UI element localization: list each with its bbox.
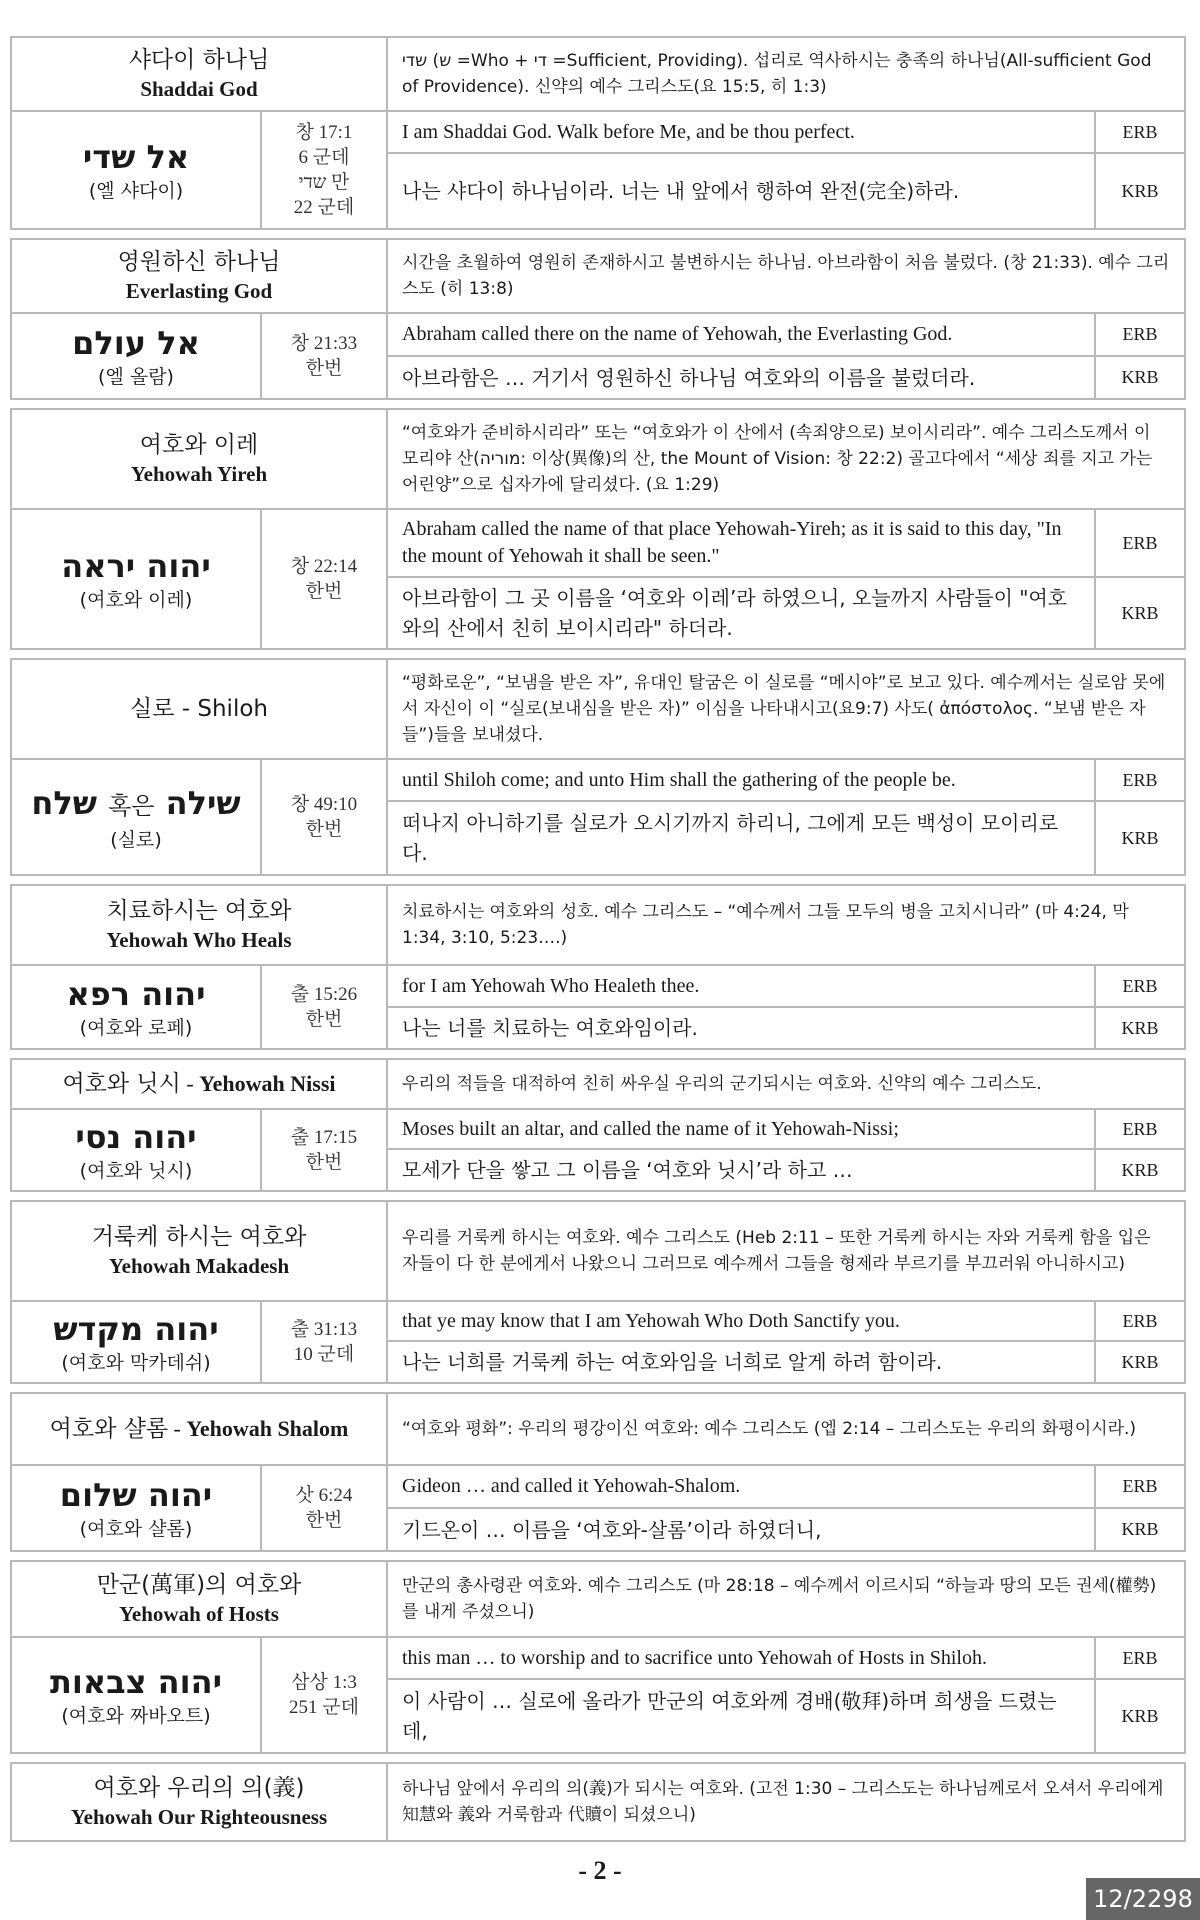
scripture-reference	[262, 112, 388, 228]
entry-shalom	[10, 1392, 1186, 1552]
entry-title	[12, 886, 388, 964]
version-label: KRB	[1121, 367, 1159, 387]
verse-list	[388, 966, 1184, 1048]
reference-line: 한번	[305, 1009, 343, 1030]
entry-title	[12, 410, 388, 508]
entry-yireh	[10, 408, 1186, 650]
title-korean: 여호와 샬롬	[49, 1416, 169, 1442]
title-inline	[50, 1414, 349, 1444]
version-label: ERB	[1122, 532, 1158, 553]
verse-list	[388, 510, 1184, 648]
verse-english: Gideon … and called it Yehowah-Shalom.	[388, 1466, 1096, 1507]
hebrew-word: יהוה יראה	[61, 547, 211, 585]
title-english: Yehowah Makadesh	[108, 1254, 290, 1278]
version-label: KRB	[1121, 1017, 1159, 1038]
hebrew-word: יהוה רפא	[66, 975, 206, 1013]
entry-makadesh	[10, 1200, 1186, 1384]
verse-row	[388, 760, 1184, 800]
verse-english: Moses built an altar, and called the name of it Yehowah-Nissi;	[388, 1110, 1096, 1148]
transliteration: (실로)	[110, 828, 162, 851]
verse-row	[388, 1466, 1184, 1507]
entry-title	[12, 660, 388, 758]
entry-description: 만군의 총사령관 여호와. 예수 그리스도 (마 28:18 – 예수께서 이르시되 “하늘과 땅의 모든 권세(權勢)를 내게 주셨으니)	[402, 1576, 1157, 1622]
hebrew-name	[12, 1110, 262, 1190]
title-korean: 치료하시는 여호와	[106, 898, 292, 924]
hebrew-word-alt: שילה	[165, 783, 241, 822]
title-korean: 여호와 닛시	[62, 1071, 181, 1097]
hebrew-name	[12, 1466, 262, 1550]
verse-english: this man … to worship and to sacrifice unto Yehowah of Hosts in Shiloh.	[388, 1638, 1096, 1678]
transliteration: (여호와 닛시)	[79, 1160, 193, 1182]
entry-title	[12, 1060, 388, 1108]
hebrew-word: אל שדי	[82, 138, 190, 176]
reference-line: 10 군데	[293, 1344, 355, 1365]
verse-korean: 떠나지 아니하기를 실로가 오시기까지 하리니, 그에게 모든 백성이 모이리로다.	[388, 802, 1096, 874]
scripture-reference	[262, 1302, 388, 1382]
reference-line: 한번	[305, 581, 343, 602]
version-label: ERB	[1122, 769, 1158, 790]
verse-korean: 나는 너희를 거룩케 하는 여호와임을 너희로 알게 하려 함이라.	[388, 1342, 1096, 1382]
hebrew-name	[12, 510, 262, 648]
version-label: KRB	[1121, 1351, 1159, 1372]
version-label: ERB	[1122, 1118, 1158, 1139]
verse-korean: 나는 너를 치료하는 여호와임이라.	[388, 1008, 1096, 1048]
reference-line: 창 22:14	[290, 556, 358, 577]
scripture-reference	[262, 1466, 388, 1550]
entry-description: 시간을 초월하여 영원히 존재하시고 불변하시는 하나님. 아브라함이 처음 불렀다. (창 21:33). 예수 그리스도 (히 13:8)	[402, 253, 1170, 299]
entry-title	[12, 1394, 388, 1464]
version-label: KRB	[1121, 180, 1159, 201]
hebrew-word: יהוה נסי	[75, 1118, 197, 1156]
verse-row	[388, 1110, 1184, 1148]
scripture-reference	[262, 314, 388, 398]
version-label: KRB	[1121, 827, 1159, 848]
hebrew-join-word: 혹은	[108, 791, 155, 820]
version-label: KRB	[1121, 602, 1159, 623]
title-korean: 여호와 우리의 의(義)	[93, 1775, 305, 1801]
version-label: KRB	[1121, 1519, 1159, 1539]
reference-line: 창 49:10	[290, 794, 358, 815]
title-separator: -	[186, 1071, 200, 1096]
entry-description: “여호와가 준비하시리라” 또는 “여호와가 이 산에서 (속죄양으로) 보이시리라”. 예수 그리스도께서 이 모리야 산(מוריה: 이상(異像)의 산, the Mount of Vision: 창 22:2) 골고다에서 “세상 죄를 지고 가는 어린양”으로 십자가에 달리셨다. (요 1:29)	[402, 423, 1153, 495]
hebrew-word: יהוה מקדש	[53, 1310, 219, 1348]
entry-shiloh	[10, 658, 1186, 876]
reference-line: 한번	[305, 1152, 343, 1173]
verse-row	[388, 152, 1184, 228]
verse-list	[388, 1466, 1184, 1550]
reference-line: שדי 만	[298, 172, 350, 193]
entry-title	[12, 1202, 388, 1300]
entry-title	[12, 1764, 388, 1840]
version-label: ERB	[1122, 975, 1158, 996]
entry-description: “평화로운”, “보냄을 받은 자”, 유대인 탈굼은 이 실로를 “메시야”로 보고 있다. 예수께서는 실로암 못에서 자신이 이 “실로(보내심을 받은 자)” 이심을 나타내시고(요9:7) 사도( ἀπόστολος. “보냄 받은 자들”)들을 보내셨다.	[402, 673, 1166, 745]
hebrew-name	[12, 1638, 262, 1752]
entry-description: “여호와 평화”: 우리의 평강이신 여호와: 예수 그리스도 (엡 2:14 – 그리스도는 우리의 화평이시라.)	[402, 1419, 1137, 1439]
verse-english: Abraham called the name of that place Yehowah-Yireh; as it is said to this day, "In the mount of Yehowah it shall be seen."	[388, 510, 1096, 576]
title-korean: 여호와 이레	[139, 432, 259, 458]
hebrew-name	[12, 314, 262, 398]
verse-row	[388, 355, 1184, 398]
page-counter: 12/2298	[1086, 1878, 1200, 1920]
scripture-reference	[262, 1638, 388, 1752]
entry-title	[12, 240, 388, 312]
transliteration: (엘 올람)	[98, 366, 174, 388]
verse-row	[388, 510, 1184, 576]
scripture-reference	[262, 760, 388, 874]
verse-row	[388, 1148, 1184, 1190]
version-label: ERB	[1122, 1476, 1158, 1496]
title-english: Everlasting God	[125, 279, 273, 303]
transliteration: (여호와 샬롬)	[79, 1518, 193, 1540]
hebrew-word: יהוה צבאות	[49, 1663, 223, 1701]
title-english: Yehowah of Hosts	[119, 1602, 279, 1626]
verse-row	[388, 1507, 1184, 1550]
entry-nissi	[10, 1058, 1186, 1192]
verse-row	[388, 800, 1184, 874]
verse-list	[388, 1638, 1184, 1752]
verse-korean: 기드온이 … 이름을 ‘여호와-살롬’이라 하였더니,	[388, 1509, 1096, 1550]
reference-line: 한번	[305, 819, 343, 840]
title-korean: 거룩케 하시는 여호와	[91, 1224, 307, 1250]
transliteration: (여호와 이레)	[79, 589, 193, 611]
entry-description: 치료하시는 여호와의 성호. 예수 그리스도 – “예수께서 그들 모두의 병을 고치시니라” (마 4:24, 막 1:34, 3:10, 5:23….)	[402, 902, 1129, 948]
reference-line: 22 군데	[293, 197, 355, 218]
hebrew-word: אל עולם	[72, 324, 200, 362]
title-english: Yehowah Yireh	[130, 462, 268, 486]
title-inline	[62, 1069, 335, 1099]
hebrew-name	[12, 112, 262, 228]
entry-righteousness	[10, 1762, 1186, 1842]
scripture-reference	[262, 1110, 388, 1190]
version-label: ERB	[1122, 324, 1158, 344]
verse-row	[388, 314, 1184, 355]
version-label: ERB	[1122, 121, 1158, 142]
title-english: Yehowah Nissi	[199, 1071, 336, 1096]
title-english: Shaddai God	[140, 77, 258, 101]
verse-list	[388, 1110, 1184, 1190]
names-table	[10, 36, 1186, 1850]
entry-description: שדי (ש =Who + די =Sufficient, Providing). 섭리로 역사하시는 충족의 하나님(All-sufficient God of Providence). 신약의 예수 그리스도(요 15:5, 히 1:3)	[402, 51, 1152, 97]
entry-rapha	[10, 884, 1186, 1050]
title-korean: 영원하신 하나님	[117, 249, 281, 275]
verse-list	[388, 112, 1184, 228]
page-number: - 2 -	[578, 1856, 622, 1885]
title-separator: -	[173, 1416, 187, 1441]
verse-english: I am Shaddai God. Walk before Me, and be thou perfect.	[388, 112, 1096, 152]
transliteration: (여호와 막카데쉬)	[61, 1352, 211, 1374]
scripture-reference	[262, 966, 388, 1048]
verse-korean: 이 사람이 … 실로에 올라가 만군의 여호와께 경배(敬拜)하며 희생을 드렸는데,	[388, 1680, 1096, 1752]
verse-english: for I am Yehowah Who Healeth thee.	[388, 966, 1096, 1006]
hebrew-name	[12, 966, 262, 1048]
reference-line: 한번	[305, 1510, 343, 1531]
verse-row	[388, 1638, 1184, 1678]
entry-everlasting	[10, 238, 1186, 400]
verse-list	[388, 314, 1184, 398]
verse-row	[388, 112, 1184, 152]
verse-korean: 모세가 단을 쌓고 그 이름을 ‘여호와 닛시’라 하고 …	[388, 1150, 1096, 1190]
reference-line: 출 31:13	[290, 1319, 358, 1340]
entry-description: 우리를 거룩케 하시는 여호와. 예수 그리스도 (Heb 2:11 – 또한 거룩케 하시는 자와 거룩케 함을 입은 자들이 다 한 분에게서 나왔으니 그러므로 예수께서 그들을 형제라 부르기를 부끄러워 아니하시고)	[402, 1228, 1151, 1274]
reference-line: 삿 6:24	[295, 1485, 353, 1506]
verse-row	[388, 1678, 1184, 1752]
verse-row	[388, 1302, 1184, 1340]
reference-line: 창 21:33	[290, 333, 358, 354]
verse-english: Abraham called there on the name of Yehowah, the Everlasting God.	[388, 314, 1096, 355]
title-english: Yehowah Our Righteousness	[70, 1805, 328, 1829]
entry-shaddai	[10, 36, 1186, 230]
title-korean: 샤다이 하나님	[128, 47, 270, 73]
entry-hosts	[10, 1560, 1186, 1754]
version-label: KRB	[1121, 1159, 1159, 1180]
hebrew-word: יהוה שלום	[59, 1476, 213, 1514]
reference-line: 창 17:1	[295, 122, 353, 143]
reference-line: 출 15:26	[290, 984, 358, 1005]
verse-english: that ye may know that I am Yehowah Who Doth Sanctify you.	[388, 1302, 1096, 1340]
reference-line: 251 군데	[289, 1697, 359, 1718]
title-korean: 실로 - Shiloh	[130, 696, 268, 722]
verse-list	[388, 1302, 1184, 1382]
reference-line: 6 군데	[298, 147, 350, 168]
reference-line: 출 17:15	[290, 1127, 358, 1148]
verse-row	[388, 576, 1184, 648]
reference-line: 한번	[305, 358, 343, 379]
verse-korean: 아브라함이 그 곳 이름을 ‘여호와 이레’라 하였으니, 오늘까지 사람들이 "여호와의 산에서 친히 보이시리라" 하더라.	[388, 578, 1096, 648]
transliteration: (엘 샤다이)	[88, 180, 184, 202]
verse-row	[388, 1340, 1184, 1382]
scripture-reference	[262, 510, 388, 648]
version-label: ERB	[1122, 1647, 1158, 1668]
version-label: KRB	[1121, 1705, 1159, 1726]
hebrew-word-main: שלח	[31, 783, 97, 822]
hebrew-name	[12, 760, 262, 874]
transliteration: (여호와 로페)	[79, 1017, 193, 1039]
entry-title	[12, 1562, 388, 1636]
title-english: Yehowah Shalom	[186, 1416, 349, 1441]
verse-row	[388, 966, 1184, 1006]
version-label: ERB	[1122, 1310, 1158, 1331]
hebrew-word	[31, 782, 240, 827]
verse-list	[388, 760, 1184, 874]
hebrew-name	[12, 1302, 262, 1382]
verse-korean: 나는 샤다이 하나님이라. 너는 내 앞에서 행하여 완전(完全)하라.	[388, 154, 1096, 228]
title-english: Yehowah Who Heals	[106, 928, 292, 952]
entry-description: 하나님 앞에서 우리의 의(義)가 되시는 여호와. (고전 1:30 – 그리스도는 하나님께로서 오셔서 우리에게 知慧와 義와 거룩함과 代贖이 되셨으니)	[402, 1779, 1164, 1825]
transliteration: (여호와 짜바오트)	[61, 1705, 211, 1727]
verse-english: until Shiloh come; and unto Him shall the gathering of the people be.	[388, 760, 1096, 800]
verse-korean: 아브라함은 … 거기서 영원하신 하나님 여호와의 이름을 불렀더라.	[388, 357, 1096, 398]
verse-row	[388, 1006, 1184, 1048]
entry-title	[12, 38, 388, 110]
reference-line: 삼상 1:3	[291, 1672, 357, 1693]
title-korean: 만군(萬軍)의 여호와	[96, 1572, 302, 1598]
entry-description: 우리의 적들을 대적하여 친히 싸우실 우리의 군기되시는 여호와. 신약의 예수 그리스도.	[402, 1074, 1042, 1094]
